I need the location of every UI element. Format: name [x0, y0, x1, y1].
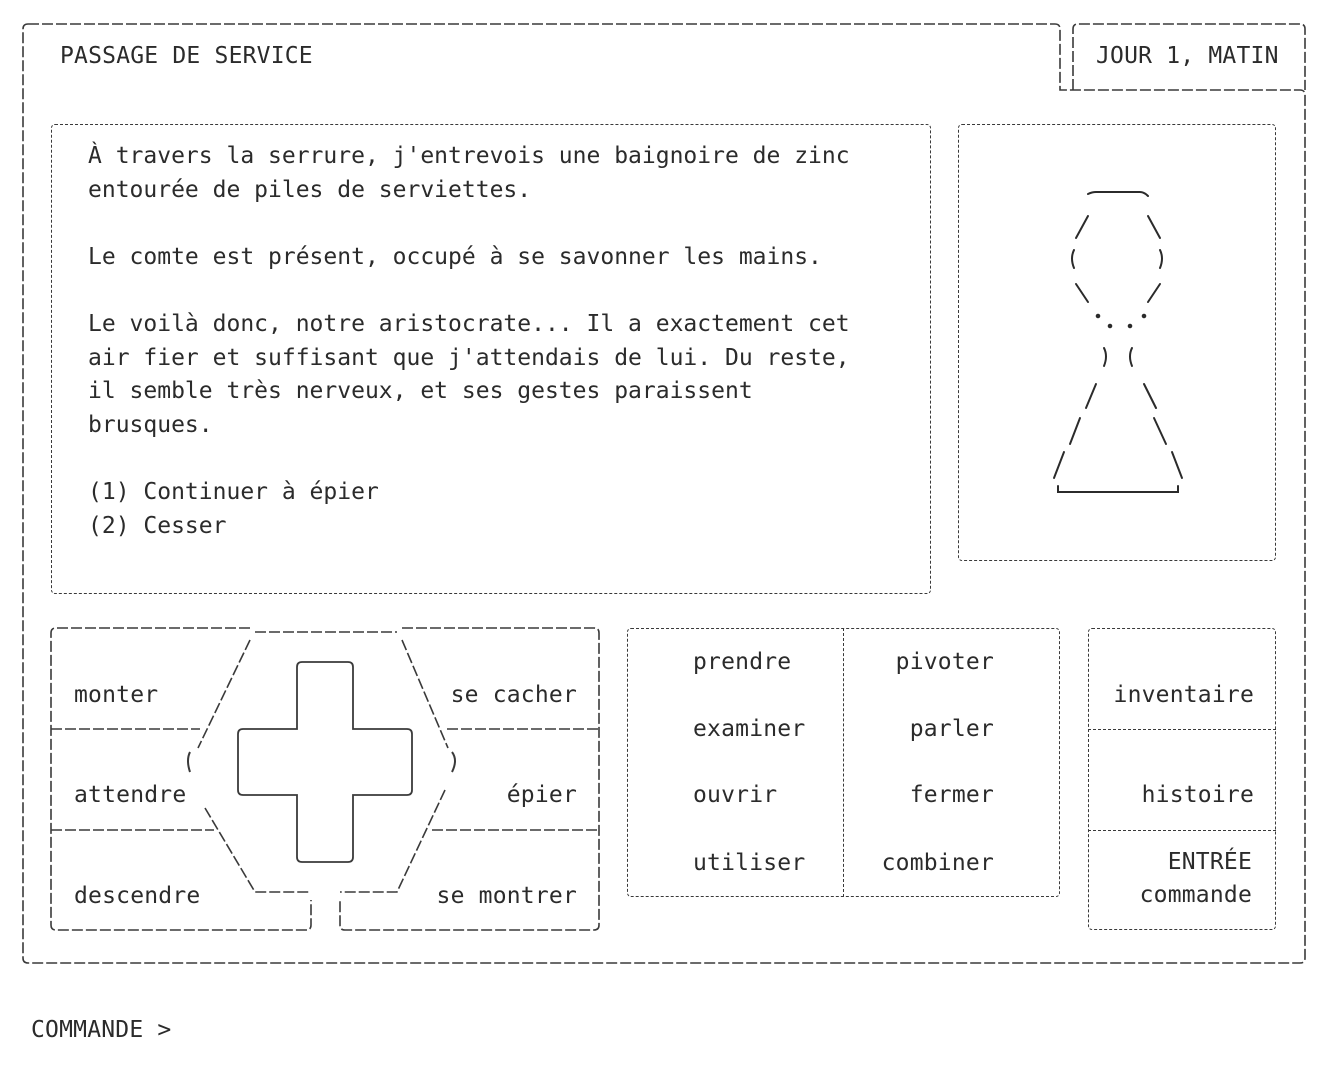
narrative-paragraph: À travers la serrure, j'entrevois une baignoire de zinc entourée de piles de serviettes.	[88, 143, 850, 203]
location-title: PASSAGE DE SERVICE	[60, 43, 313, 69]
command-input[interactable]	[188, 1014, 1288, 1047]
narrative-paragraph: Le comte est présent, occupé à se savonner les mains.	[88, 243, 822, 270]
narrative-paragraph: Le voilà donc, notre aristocrate... Il a exactement cet air fier et suffisant que j'attendais de lui. Du reste, il semble très nerveux, et ses gestes paraissent brusques.	[88, 310, 850, 438]
verb-combine-button[interactable]: combiner	[881, 850, 994, 876]
wait-button[interactable]: attendre	[74, 782, 187, 808]
command-prompt-label: COMMANDE >	[31, 1017, 172, 1043]
move-down-button[interactable]: descendre	[74, 883, 201, 909]
enter-key-label: ENTRÉE	[1167, 849, 1252, 875]
hide-button[interactable]: se cacher	[450, 682, 577, 708]
spy-button[interactable]: épier	[506, 782, 577, 808]
choice-continue[interactable]: (1) Continuer à épier	[88, 478, 379, 505]
system-divider	[1088, 729, 1276, 730]
verbs-divider	[843, 628, 844, 897]
inventory-button[interactable]: inventaire	[1113, 682, 1254, 708]
hourglass-icon	[960, 126, 1276, 560]
verb-close-button[interactable]: fermer	[909, 782, 994, 808]
verb-use-button[interactable]: utiliser	[693, 850, 806, 876]
choice-stop[interactable]: (2) Cesser	[88, 512, 227, 539]
verb-talk-button[interactable]: parler	[909, 716, 994, 742]
show-self-button[interactable]: se montrer	[436, 883, 577, 909]
system-divider	[1088, 830, 1276, 831]
verb-rotate-button[interactable]: pivoter	[895, 649, 994, 675]
verb-examine-button[interactable]: examiner	[693, 716, 806, 742]
verb-open-button[interactable]: ouvrir	[693, 782, 778, 808]
time-indicator: JOUR 1, MATIN	[1096, 43, 1279, 69]
narrative-text	[88, 140, 918, 543]
enter-command-button[interactable]	[1090, 832, 1274, 928]
verb-take-button[interactable]: prendre	[693, 649, 792, 675]
enter-command-label: commande	[1139, 882, 1252, 908]
history-button[interactable]: histoire	[1141, 782, 1254, 808]
move-up-button[interactable]: monter	[74, 682, 159, 708]
compass-button[interactable]	[238, 662, 412, 862]
